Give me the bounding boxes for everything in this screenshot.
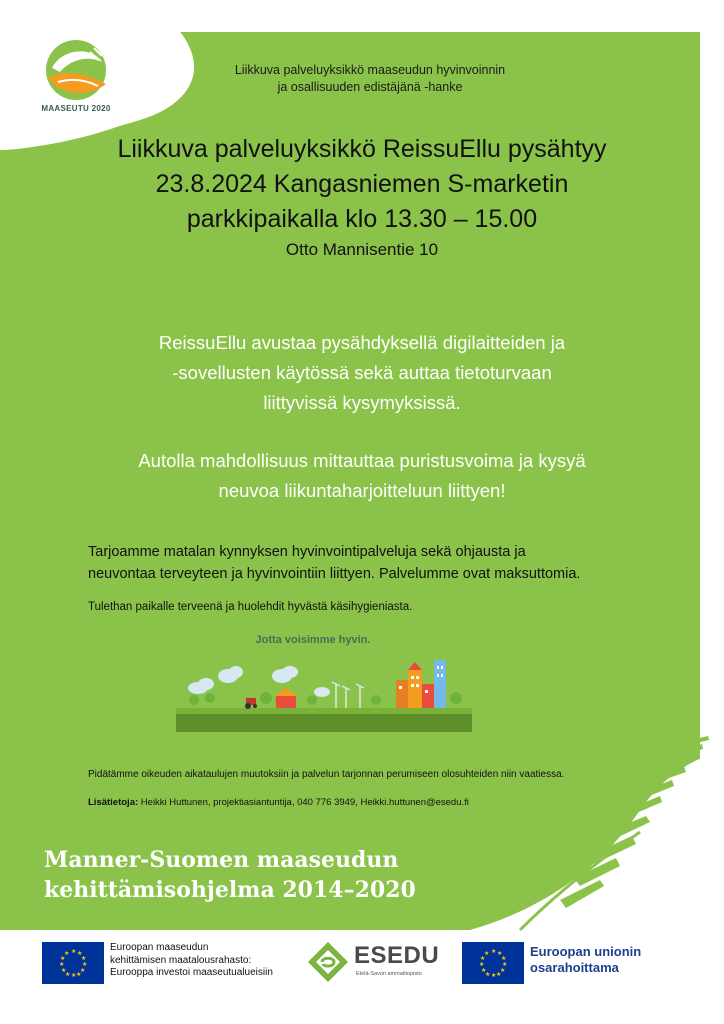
maaseutu-logo: [32, 38, 120, 118]
svg-text:★: ★: [81, 955, 87, 962]
svg-text:★: ★: [80, 967, 86, 974]
svg-text:★: ★: [502, 961, 508, 968]
tagline: Jotta voisimme hyvin.: [255, 634, 371, 646]
grip-line-2: neuvoa liikuntaharjoitteluun liittyen!: [218, 480, 506, 501]
svg-text:★: ★: [481, 967, 487, 974]
headline: [40, 132, 684, 237]
eu-fund-line-1: Euroopan maaseudun: [110, 942, 209, 953]
service-description: [60, 328, 664, 418]
svg-text:★: ★: [64, 950, 70, 957]
service-line-2: -sovellusten käytössä sekä auttaa tietoturvaan: [172, 362, 552, 383]
headline-line-3: parkkipaikalla klo 13.30 – 15.00: [186, 205, 538, 233]
logo-text: MAASEUTU 2020: [41, 104, 111, 113]
svg-text:★: ★: [491, 972, 497, 979]
rights-notice: Pidätämme oikeuden aikataulujen muutoksiin ja palvelun tarjonnan perumiseen olosuhteiden niin vaatiessa.: [88, 769, 565, 780]
contact-info: [88, 797, 668, 808]
svg-text:★: ★: [497, 950, 503, 957]
esedu-logo-icon: [306, 940, 350, 984]
contact-label: Lisätietoja:: [88, 797, 139, 808]
offer-line-2: neuvontaa terveyteen ja hyvinvointiin liittyen. Palvelumme ovat maksuttomia.: [88, 566, 581, 582]
address: Otto Mannisentie 10: [285, 240, 439, 259]
svg-text:★: ★: [485, 971, 491, 978]
eu-cofund-text: [530, 944, 680, 976]
svg-text:★: ★: [82, 961, 88, 968]
svg-text:★: ★: [59, 961, 65, 968]
grip-strength-info: [60, 446, 664, 506]
svg-text:★: ★: [491, 948, 497, 955]
service-line-1: ReissuEllu avustaa pysähdyksellä digilaitteiden ja: [158, 332, 566, 353]
program-line-1: Manner-Suomen maaseudun: [44, 847, 399, 873]
svg-text:★: ★: [496, 971, 502, 978]
svg-text:★: ★: [71, 948, 77, 955]
program-title: [44, 845, 564, 905]
svg-text:★: ★: [484, 950, 490, 957]
project-subtitle: [160, 62, 580, 96]
svg-text:★: ★: [500, 967, 506, 974]
program-line-2: kehittämisohjelma 2014–2020: [44, 877, 416, 903]
svg-text:★: ★: [65, 971, 71, 978]
offer-paragraph: [88, 541, 668, 585]
svg-text:★: ★: [479, 961, 485, 968]
offer-line-1: Tarjoamme matalan kynnyksen hyvinvointipalveluja sekä ohjausta ja: [88, 544, 526, 560]
eu-fund-line-2: kehittämisen maatalousrahasto:: [110, 954, 252, 966]
service-line-3: liittyvissä kysymyksissä.: [263, 392, 461, 413]
countryside-town-illustration: [176, 654, 472, 734]
eu-fund-line-3: Eurooppa investoi maaseutualueisiin: [110, 967, 273, 978]
svg-text:★: ★: [71, 972, 77, 979]
maaseutu-2020-logo-icon: [32, 38, 120, 104]
eu-cofund-line-1: Euroopan unionin: [530, 944, 642, 959]
svg-text:★: ★: [480, 955, 486, 962]
svg-text:★: ★: [76, 971, 82, 978]
headline-line-2: 23.8.2024 Kangasniemen S-marketin: [155, 170, 569, 198]
svg-text:★: ★: [61, 967, 67, 974]
svg-text:★: ★: [77, 950, 83, 957]
project-line-1: Liikkuva palveluyksikkö maaseudun hyvinvoinnin: [234, 63, 506, 77]
esedu-subtitle: Etelä-Savon ammattiopisto: [356, 971, 422, 977]
esedu-name: ESEDU: [354, 942, 440, 969]
hygiene-note: Tulethan paikalle terveenä ja huolehdit hyvästä käsihygieniasta.: [88, 601, 413, 613]
eu-cofund-line-2: osarahoittama: [530, 960, 619, 975]
svg-text:★: ★: [60, 955, 66, 962]
eu-flag-icon: [42, 942, 104, 984]
eu-cofund-flag-icon: [462, 942, 524, 984]
headline-line-1: Liikkuva palveluyksikkö ReissuEllu pysähtyy: [117, 135, 607, 163]
eu-fund-text: [110, 942, 310, 980]
svg-text:★: ★: [501, 955, 507, 962]
grip-line-1: Autolla mahdollisuus mittauttaa puristusvoima ja kysyä: [138, 450, 586, 471]
project-line-2: ja osallisuuden edistäjänä -hanke: [277, 80, 463, 94]
contact-text: Heikki Huttunen, projektiasiantuntija, 040 776 3949, Heikki.huttunen@esedu.fi: [138, 797, 469, 808]
